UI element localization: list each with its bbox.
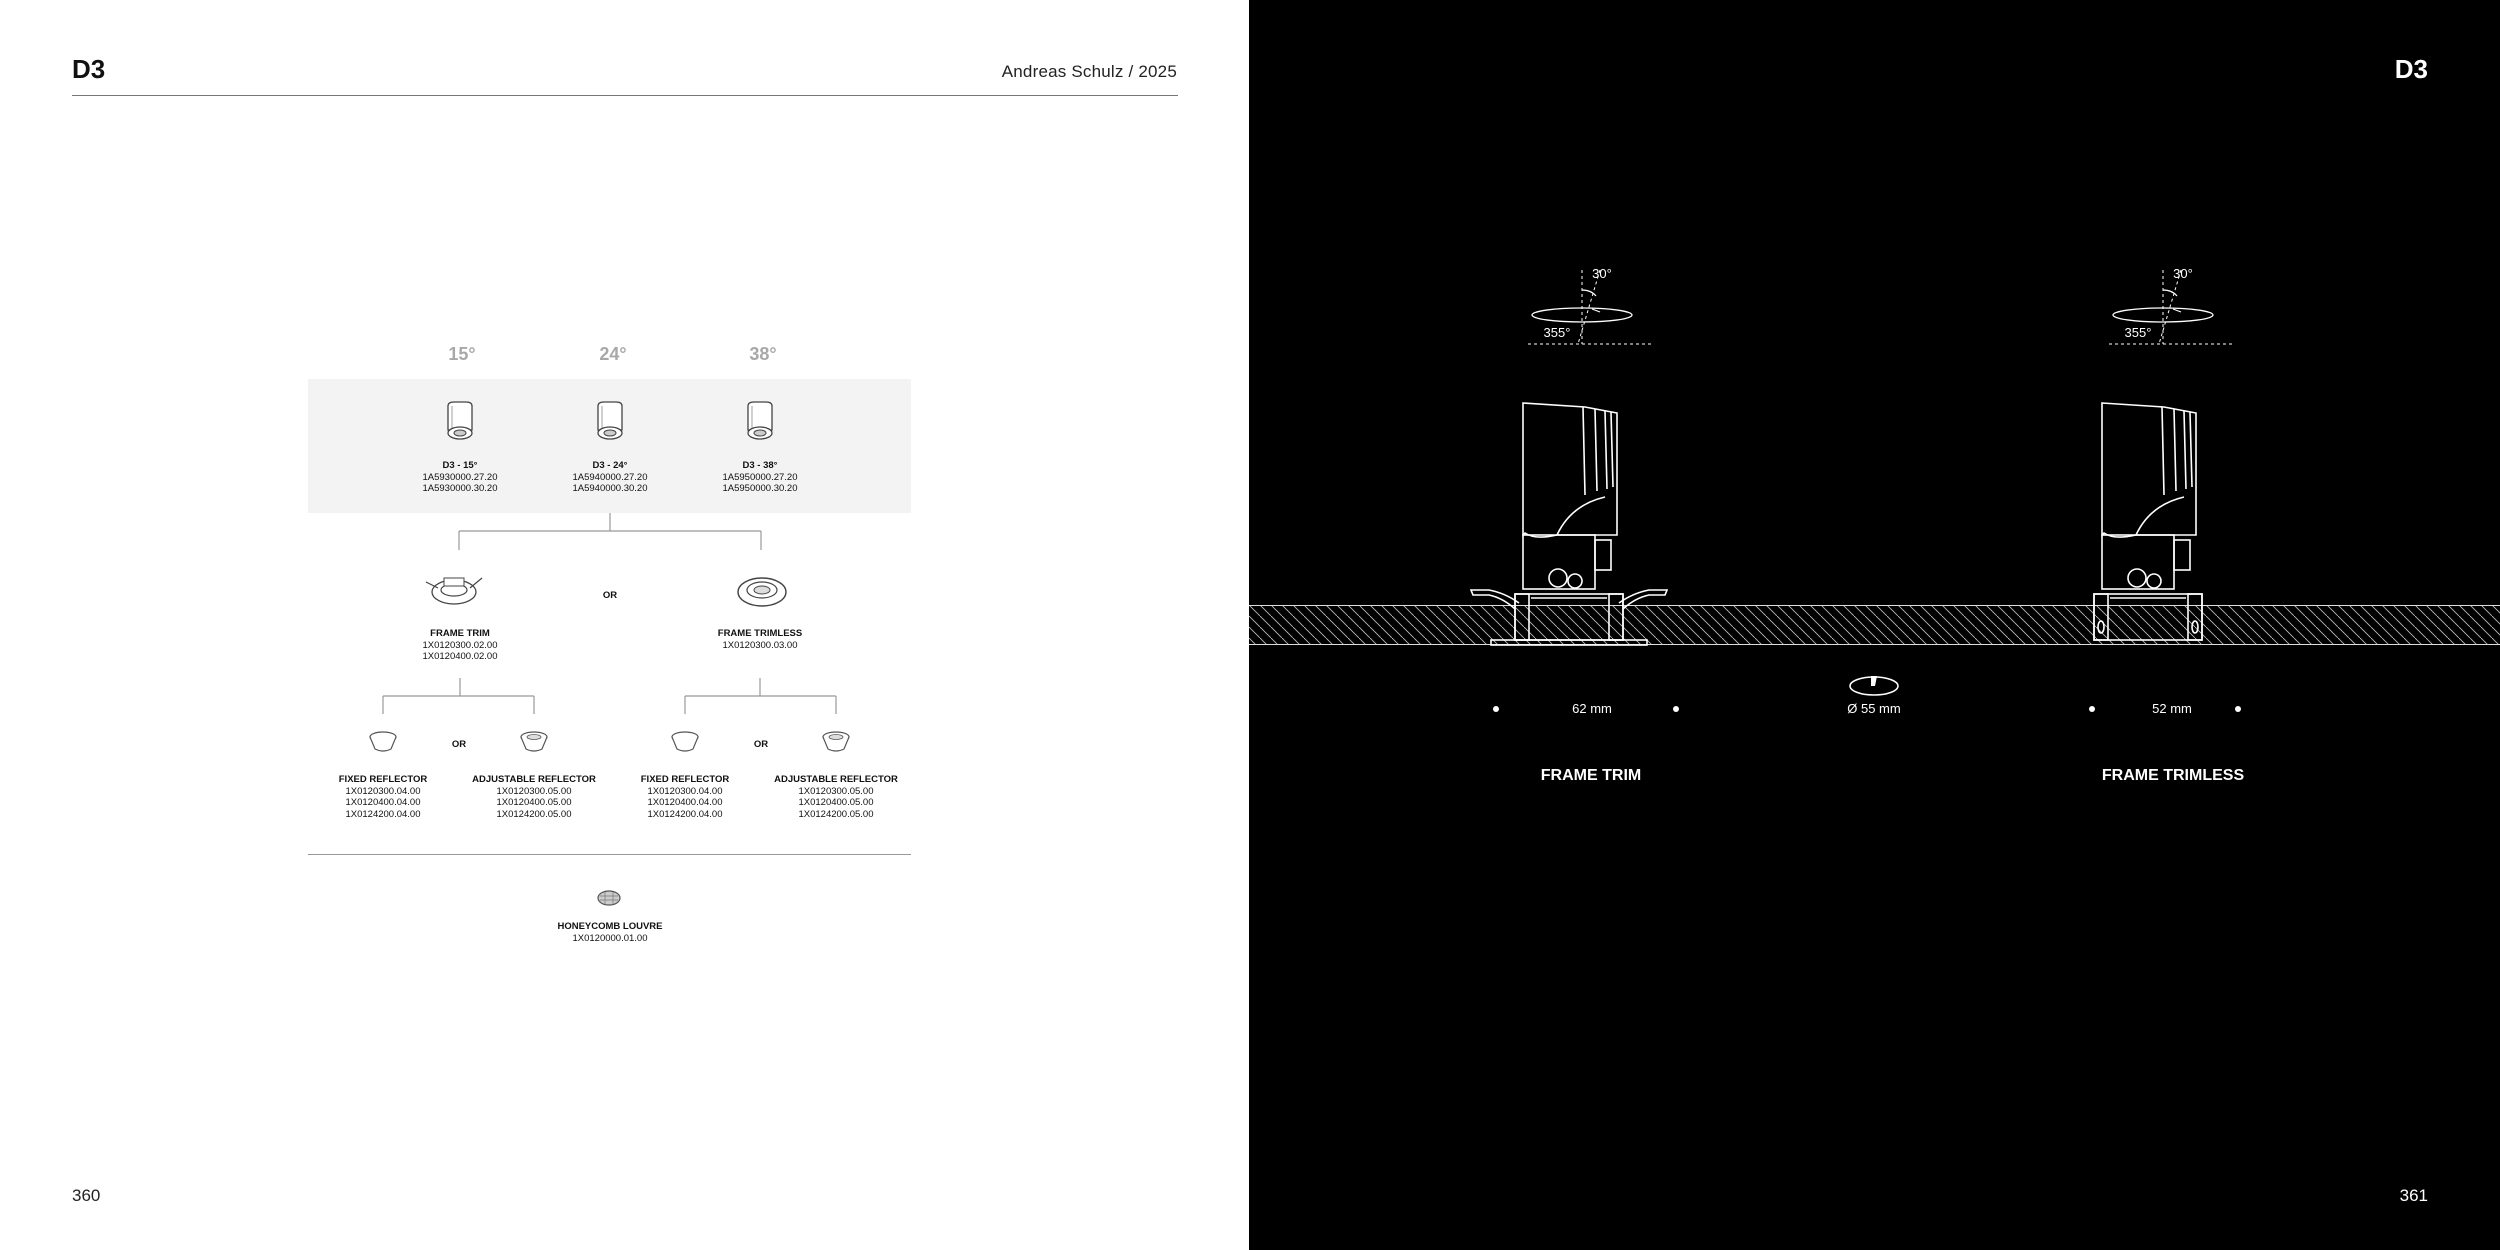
angle-label-15: 15° [448,344,476,364]
tilt-angle-label: 30° [2173,266,2193,281]
module-label-15: D3 - 15° 1A5930000.27.20 1A5930000.30.20 [422,460,498,494]
spotlight-module-icon [740,400,780,448]
frame-trim-section-drawing [1445,395,1705,653]
frame-trimless-width: 52 mm [2152,701,2192,716]
section-divider [308,854,911,855]
right-page [1249,0,2500,1250]
page-number: 360 [72,1186,101,1205]
adjustable-reflector-icon [820,730,852,754]
page-title: D3 [72,54,106,84]
or-label: OR [451,739,467,750]
frame-trim-caption: FRAME TRIM [1540,767,1642,784]
fixed-reflector-label: FIXED REFLECTOR 1X0120300.04.00 1X0120400.04.00 1X0124200.04.00 [338,774,428,820]
frame-trimless-section-drawing [2024,395,2284,653]
or-label: OR [753,739,769,750]
frame-trimless-label: FRAME TRIMLESS 1X0120300.03.00 [717,628,803,651]
dimension-dot [2235,706,2241,712]
cutout-diameter: Ø 55 mm [1847,701,1901,716]
header-divider [72,95,1178,96]
spotlight-module-icon [590,400,630,448]
adjustable-reflector-label: ADJUSTABLE REFLECTOR 1X0120300.05.00 1X0120400.05.00 1X0124200.05.00 [774,774,898,820]
rotation-angle-label: 355° [1543,325,1571,340]
angle-label-38: 38° [749,344,777,364]
left-page [0,0,1249,1250]
spotlight-module-icon [440,400,480,448]
fixed-reflector-label: FIXED REFLECTOR 1X0120300.04.00 1X0120400.04.00 1X0124200.04.00 [640,774,730,820]
adjustable-reflector-label: ADJUSTABLE REFLECTOR 1X0120300.05.00 1X0120400.05.00 1X0124200.05.00 [472,774,596,820]
adjustable-reflector-icon [518,730,550,754]
module-label-24: D3 - 24° 1A5940000.27.20 1A5940000.30.20 [572,460,648,494]
frame-trimless-caption: FRAME TRIMLESS [2101,767,2245,784]
angle-label-24: 24° [599,344,627,364]
frame-trim-icon [424,570,484,612]
module-label-38: D3 - 38° 1A5950000.27.20 1A5950000.30.20 [722,460,798,494]
page-title: D3 [2394,54,2428,84]
honeycomb-louvre-label: HONEYCOMB LOUVRE 1X0120000.01.00 [557,921,663,944]
frame-trim-label: FRAME TRIM 1X0120300.02.00 1X0120400.02.00 [422,628,498,662]
honeycomb-louvre-icon [596,889,622,907]
tilt-angle-label: 30° [1592,266,1612,281]
dimension-dot [1493,706,1499,712]
ceiling-cutout-icon [1847,672,1901,698]
page-number: 361 [2399,1186,2428,1205]
author-credit: Andreas Schulz / 2025 [1001,62,1177,81]
frame-trimless-icon [732,570,792,612]
or-label: OR [602,590,618,601]
frame-trim-width: 62 mm [1572,701,1612,716]
ceiling-section-hatch [1249,605,2500,645]
fixed-reflector-icon [367,730,399,754]
dimension-dot [1673,706,1679,712]
fixed-reflector-icon [669,730,701,754]
rotation-angle-label: 355° [2124,325,2152,340]
dimension-dot [2089,706,2095,712]
